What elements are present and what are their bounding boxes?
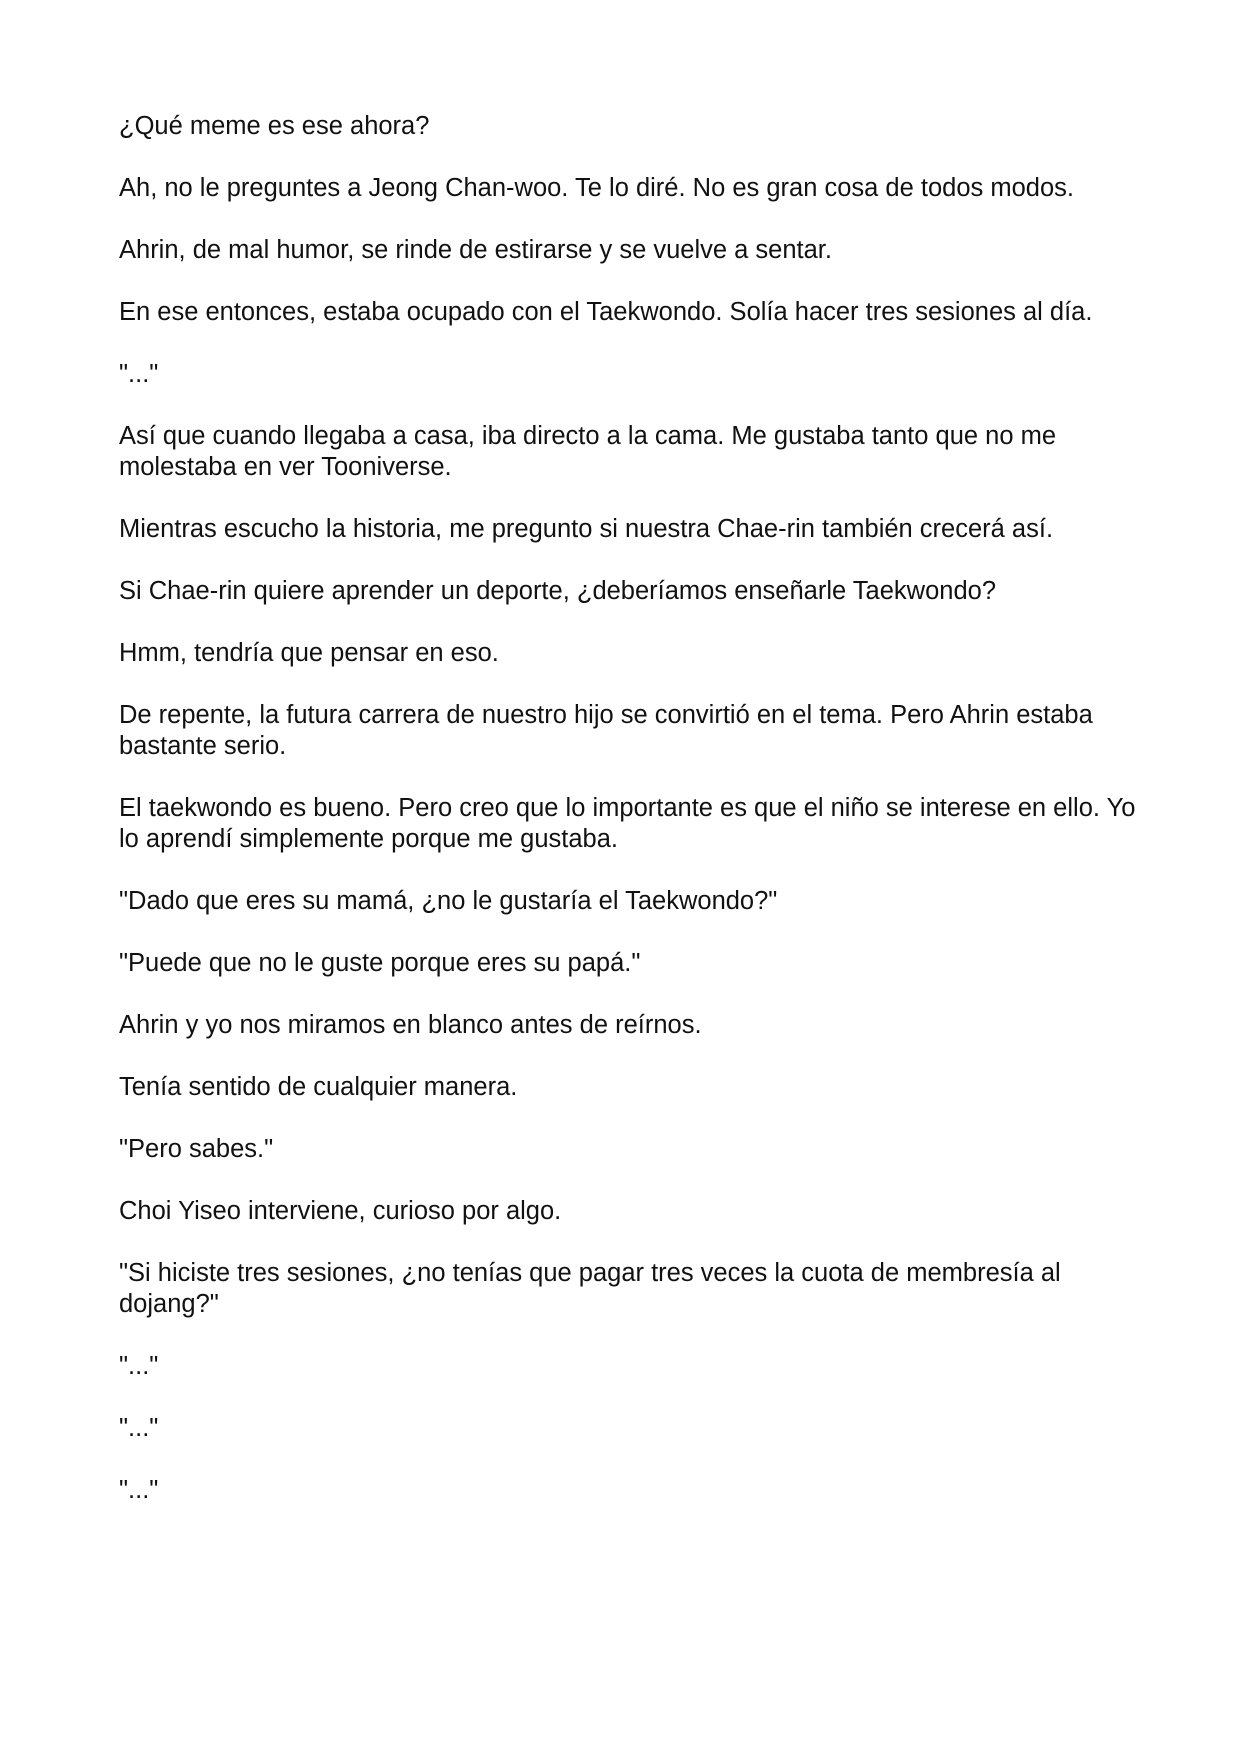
document-body: [119, 111, 1139, 1537]
paragraph: En ese entonces, estaba ocupado con el Taekwondo. Solía hacer tres sesiones al día.: [119, 298, 1093, 326]
paragraph: "...": [119, 1414, 159, 1442]
paragraph: Si Chae-rin quiere aprender un deporte, ¿deberíamos enseñarle Taekwondo?: [119, 577, 996, 605]
paragraph: Ahrin y yo nos miramos en blanco antes de reírnos.: [119, 1011, 702, 1039]
paragraph: "...": [119, 1476, 159, 1504]
paragraph: "Si hiciste tres sesiones, ¿no tenías que pagar tres veces la cuota de membresía al dojang?": [119, 1259, 1061, 1318]
paragraph: Mientras escucho la historia, me pregunto si nuestra Chae-rin también crecerá así.: [119, 515, 1054, 543]
paragraph: Ahrin, de mal humor, se rinde de estirarse y se vuelve a sentar.: [119, 236, 832, 264]
paragraph: "...": [119, 360, 159, 388]
paragraph: Hmm, tendría que pensar en eso.: [119, 639, 499, 667]
paragraph: Así que cuando llegaba a casa, iba directo a la cama. Me gustaba tanto que no me molestaba en ver Tooniverse.: [119, 422, 1057, 481]
paragraph: ¿Qué meme es ese ahora?: [119, 112, 430, 140]
paragraph: "Puede que no le guste porque eres su papá.": [119, 949, 641, 977]
paragraph: Ah, no le preguntes a Jeong Chan-woo. Te lo diré. No es gran cosa de todos modos.: [119, 174, 1074, 202]
paragraph: "Dado que eres su mamá, ¿no le gustaría el Taekwondo?": [119, 887, 778, 915]
paragraph: El taekwondo es bueno. Pero creo que lo importante es que el niño se interese en ello. Yo lo aprendí simplemente porque me gustaba.: [119, 794, 1136, 853]
paragraph: "...": [119, 1352, 159, 1380]
paragraph: De repente, la futura carrera de nuestro hijo se convirtió en el tema. Pero Ahrin estaba bastante serio.: [119, 701, 1093, 760]
paragraph: Choi Yiseo interviene, curioso por algo.: [119, 1197, 562, 1225]
paragraph: "Pero sabes.": [119, 1135, 274, 1163]
paragraph: Tenía sentido de cualquier manera.: [119, 1073, 518, 1101]
